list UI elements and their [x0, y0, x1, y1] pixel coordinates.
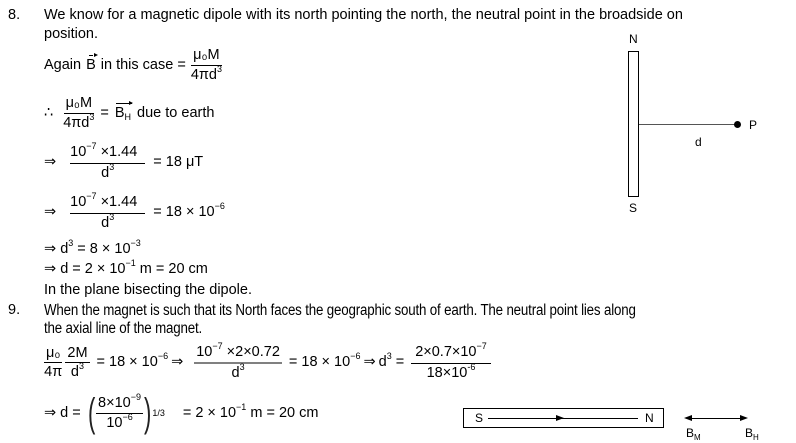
q8-step3: ⇒ $d^3 = 8 \times 10^{-3}$: [44, 238, 141, 257]
q8-conclusion: In the plane bisecting the dipole.: [44, 282, 252, 298]
implies-arrow-icon: ⇒: [44, 404, 57, 421]
distance-line: [639, 124, 737, 125]
bh-label: $B_H$: [745, 426, 759, 442]
q8-again-prefix: Again: [44, 56, 82, 73]
right-paren: ): [143, 391, 152, 435]
q9-equation-row: $\frac{\text{μ₀}}{4\pi}$ $\frac{2M}{d^3}$ = $18 \times 10^{-6}$ ⇒ $\frac{10^{-7} \times 2\times 0.72}{d^3}$ = $18 \times 10^{-6}$ ⇒ $d^3$ = $\frac{2\times 0.7\times 10^{-7}}{18\times 10^{-6}}$: [44, 345, 491, 380]
diagram1-north-label: N: [629, 32, 638, 46]
double-arrow-line: [687, 418, 744, 419]
d3-result-fraction: $\frac{2\times 0.7\times 10^{-7}}{18\times 10^{-6}}$: [411, 345, 491, 380]
axis-arrow-head-icon: [556, 415, 564, 421]
left-paren: (: [87, 391, 96, 435]
axial-diagram: [460, 405, 796, 443]
therefore-symbol: ∴: [44, 104, 54, 121]
2m-over-d3-fraction: $\frac{2M}{d^3}$: [67, 344, 88, 380]
q8-step4: ⇒ $d = 2 \times 10^{-1}$ m = 20 cm: [44, 258, 208, 277]
step1-rhs: = 18 μT: [153, 154, 204, 171]
mu0-over-4pi-fraction: $\frac{\text{μ₀}}{4\pi}$: [44, 344, 63, 380]
bh-vector-symbol: $B_H$: [114, 104, 132, 122]
distance-d-label: d: [695, 135, 702, 149]
implies-arrow-icon: ⇒: [171, 354, 184, 371]
mu0m-over-4pid3-fraction: $\frac{\text{μ₀M}}{4\pi d^3}$: [63, 95, 95, 131]
q8-line2: position.: [44, 26, 99, 42]
vertical-bar-magnet: [628, 51, 639, 197]
step2-rhs: = $18 \times 10^{-6}$: [153, 201, 225, 221]
bm-arrow-head-icon: [684, 415, 692, 421]
mu0m-over-4pid3-fraction: $\frac{\text{μ₀M}}{4\pi d^3}$: [190, 47, 222, 83]
q9-line2: the axial line of the magnet.: [44, 320, 203, 337]
cube-root-fraction: $\frac{8\times 10^{-9}}{10^{-6}}$: [98, 392, 141, 431]
q8-again-mid: in this case =: [100, 56, 186, 73]
q9-number: 9.: [8, 302, 21, 318]
implies-arrow-icon: ⇒: [44, 204, 57, 221]
point-p-label: P: [749, 118, 758, 132]
point-p-dot: [734, 121, 741, 128]
q8-number: 8.: [8, 7, 21, 23]
implies-arrow-icon: ⇒: [44, 241, 57, 257]
q8-again-equation: [44, 48, 222, 82]
q8-step1: [44, 141, 204, 181]
bh-arrow-head-icon: [740, 415, 748, 421]
step2-fraction: $\frac{10^{-7} \times 1.44}{d^3}$: [70, 195, 145, 230]
diagram2-south-label: S: [475, 411, 484, 425]
bm-label: $B_M$: [686, 426, 701, 442]
q8-line1: We know for a magnetic dipole with its north pointing the north, the neutral point in the broadside on: [44, 7, 683, 23]
implies-arrow-icon: ⇒: [44, 261, 57, 277]
due-to-earth-text: due to earth: [137, 104, 215, 121]
implies-arrow-icon: ⇒: [363, 354, 376, 371]
q9-line1: When the magnet is such that its North faces the geographic south of earth. The neutral point lies along: [44, 302, 636, 319]
q8-therefore-equation: ∴ $\frac{\text{μ₀M}}{4\pi d^3}$ = $B_H$ due to earth: [44, 95, 215, 131]
b-vector-symbol: B: [86, 56, 96, 73]
broadside-diagram: [600, 30, 780, 220]
q8-step2: [44, 191, 225, 231]
implies-arrow-icon: ⇒: [44, 154, 57, 171]
axial-fraction: $\frac{10^{-7} \times 2\times 0.72}{d^3}$: [196, 341, 280, 381]
q9-final-equation: ⇒ d = ( $\frac{8\times 10^{-9}}{10^{-6}}$ ) 1/3 = $2 \times 10^{-1}$ m = 20 cm: [44, 391, 319, 435]
diagram2-north-label: N: [645, 411, 654, 425]
diagram1-south-label: S: [629, 201, 638, 215]
step1-fraction: $\frac{10^{-7} \times 1.44}{d^3}$: [70, 145, 145, 180]
